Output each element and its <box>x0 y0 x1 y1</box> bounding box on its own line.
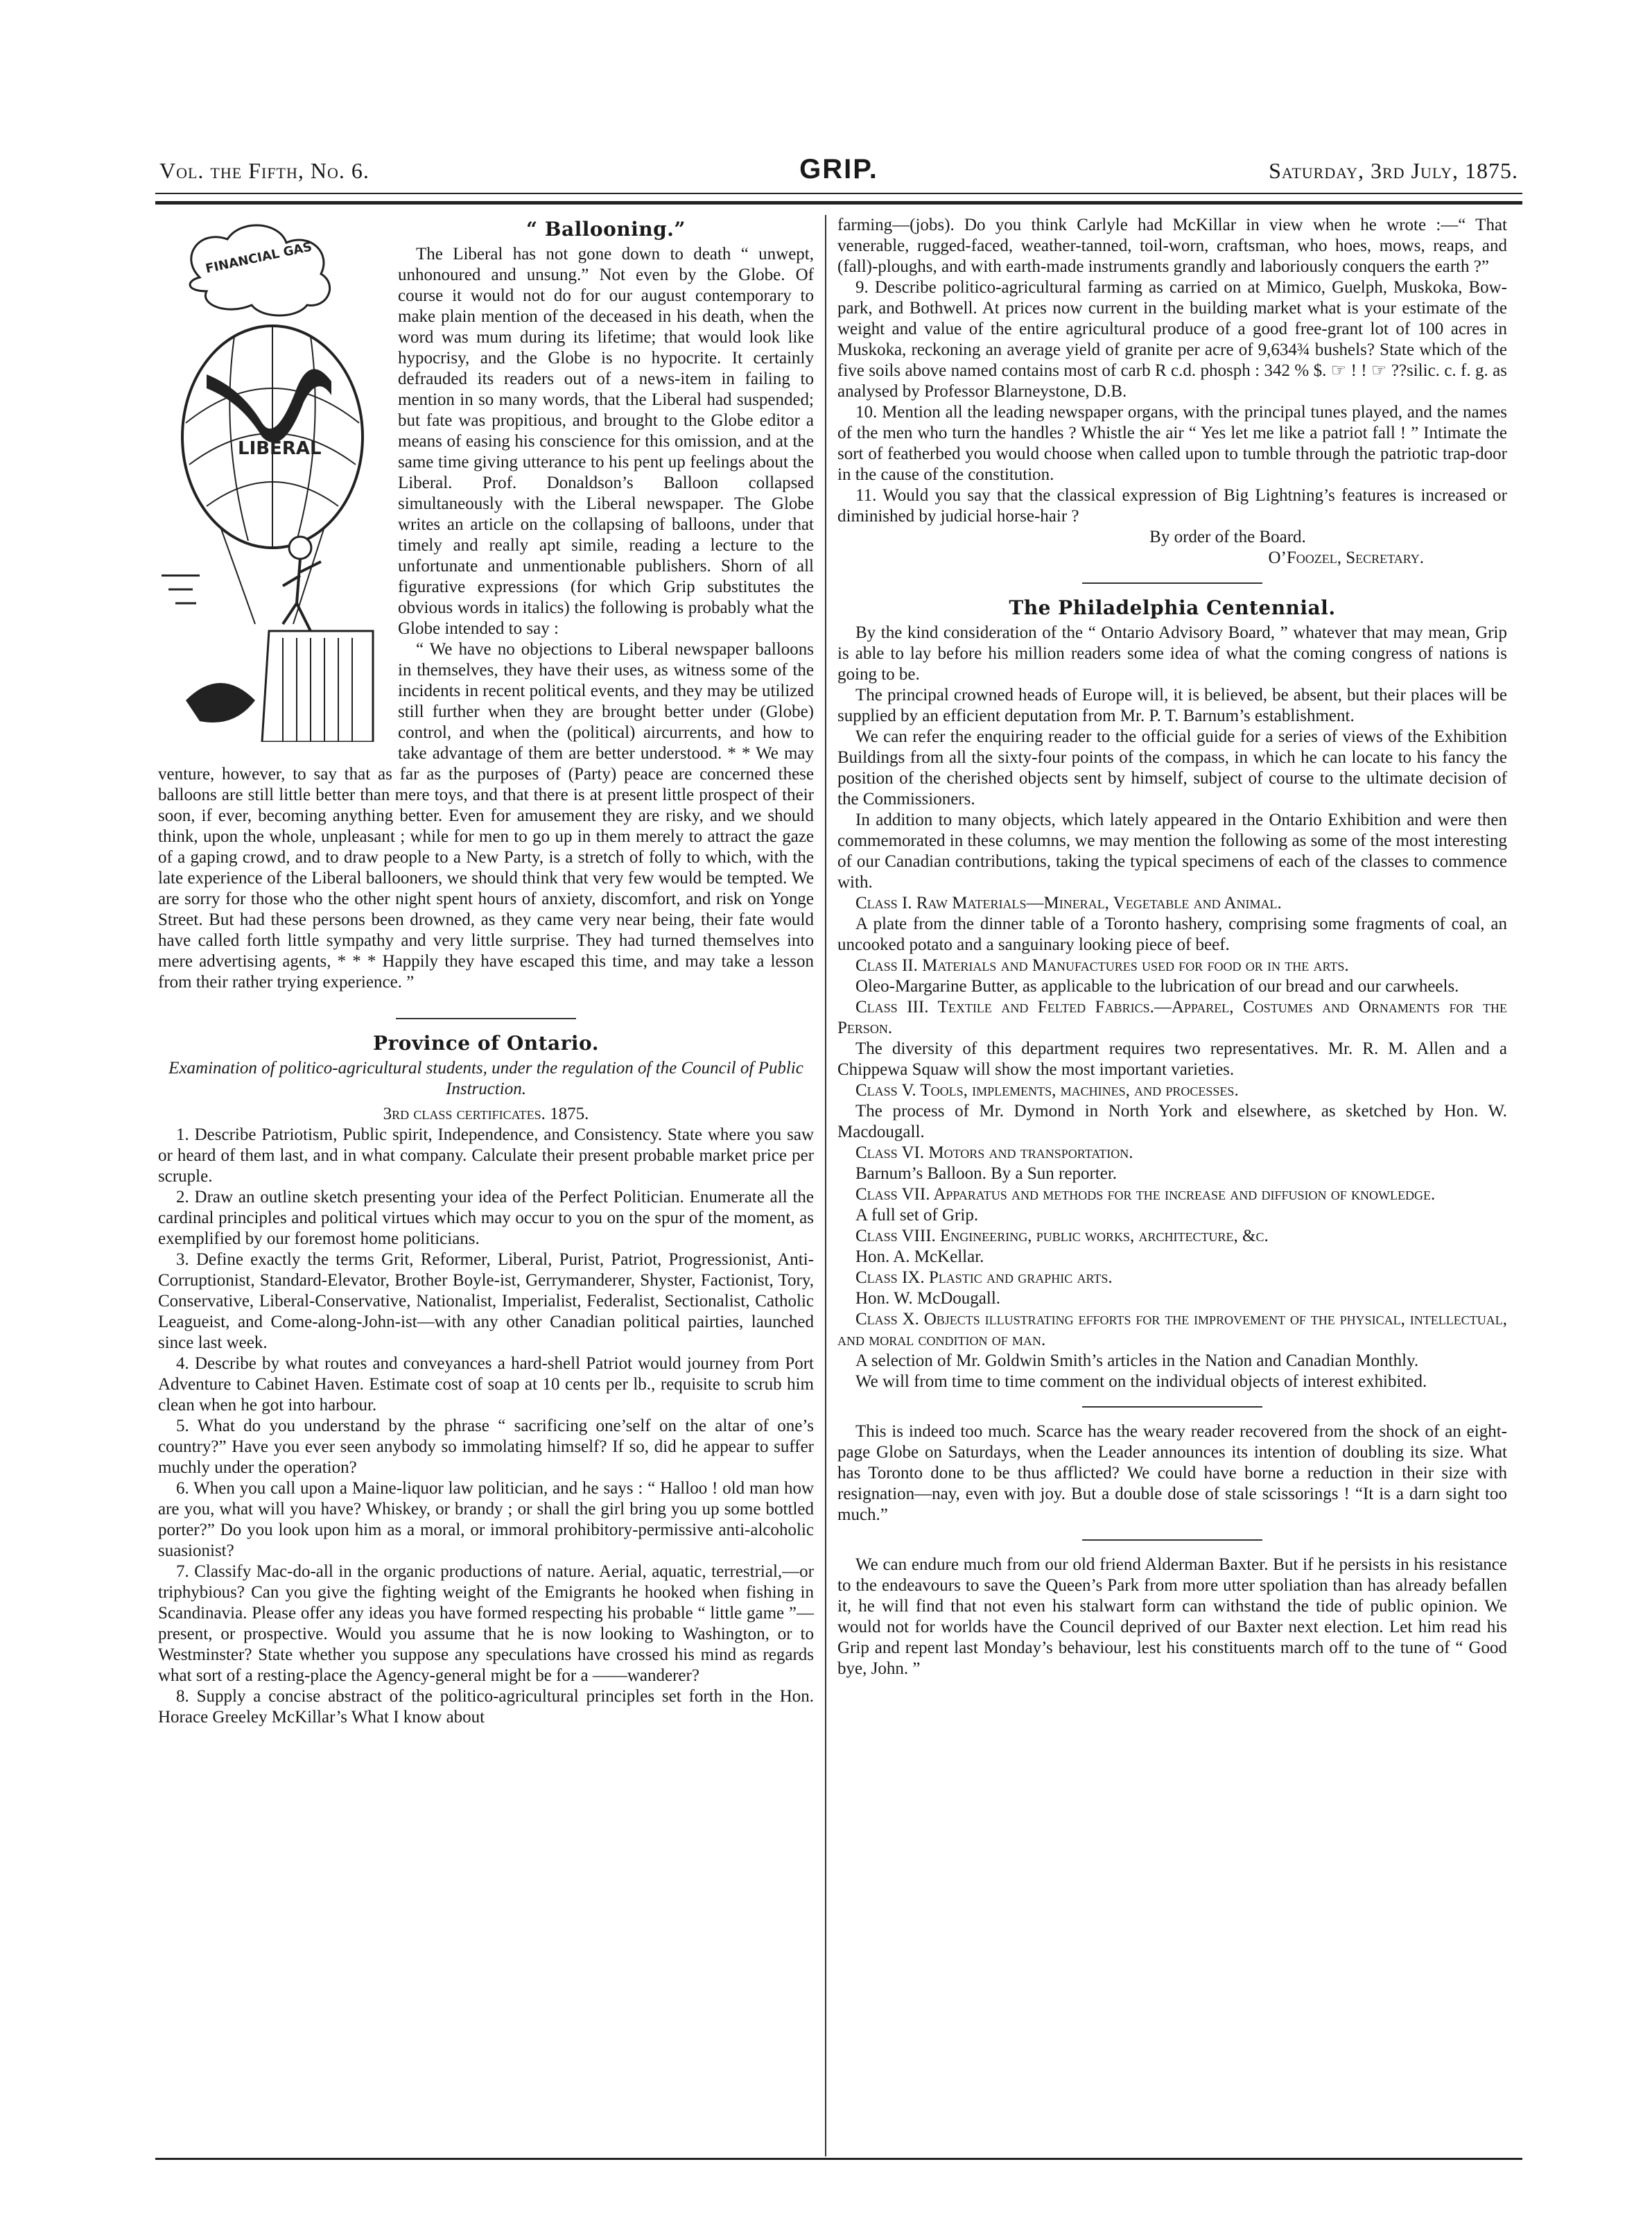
cloud-label: FINANCIAL GAS <box>204 239 313 277</box>
exam-question: 4. Describe by what routes and conveyances a hard-shell Patriot would journey from Port Adventure to Cabinet Haven. Estimate cost of soap at 10 cents per lb., requisite to scrub him clean when he got into harbour. <box>158 1354 814 1415</box>
centennial-paragraph: A full set of Grip. <box>855 1206 979 1225</box>
left-column <box>158 215 814 1728</box>
exam-question: 3. Define exactly the terms Grit, Reformer, Liberal, Purist, Patriot, Progressionist, Anti-Corruptionist, Standard-Elevator, Brother Boyle-ist, Gerrymanderer, Shyster, Factionist, Tory, Conservative, Liberal-Conservative, Nationalist, Imperialist, Federalist, Sectionalist, Catholic Leagueist, and Come-along-John-ist—with any other Canadian political pairties, launched since last week. <box>158 1250 814 1352</box>
section-divider <box>1082 582 1262 584</box>
centennial-paragraph: Oleo-Margarine Butter, as applicable to the lubrication of our bread and our carwheels. <box>855 977 1459 996</box>
exam-question: 10. Mention all the leading newspaper organs, with the principal tunes played, and the names of the men who turn the handles ? Whistle the air “ Yes let me like a patriot fall ! ” Intimate the sort of featherbed you would choose when called upon to tumble through the patriotic trap-door in the cause of the constitution. <box>837 403 1507 484</box>
class-heading: Class VI. Motors and transportation. <box>855 1143 1133 1162</box>
continued-paragraph: farming—(jobs). Do you think Carlyle had McKillar in view when he wrote :—“ That venerable, rugged-faced, weather-tanned, toil-worn, craftsman, who hoes, mows, reaps, and (fall)-ploughs, and with earth-made instruments grandly and laboriously conquers the earth ?” <box>837 216 1507 276</box>
class-heading: Class V. Tools, implements, machines, and processes. <box>855 1081 1239 1100</box>
globe-note: This is indeed too much. Scarce has the weary reader recovered from the shock of an eight-page Globe on Saturdays, when the Leader announces its intention of doubling its size. What has Toronto done to be thus afflicted? We could have borne a reduction in their size with resignation—nay, even with joy. But a double dose of stale scissorings ! “It is a darn sight too much.” <box>837 1422 1507 1524</box>
volume-number: Vol. the Fifth, No. 6. <box>159 158 369 183</box>
centennial-paragraph: In addition to many objects, which lately appeared in the Ontario Exhibition and were then commemorated in these columns, we may mention the following as some of the most interesting of our Canadian contributions, taking the typical specimens of each of the classes to commence with. <box>837 811 1507 892</box>
class-heading: Class II. Materials and Manufactures used for food or in the arts. <box>855 956 1349 975</box>
header-rule <box>155 193 1522 194</box>
centennial-paragraph: Hon. W. McDougall. <box>855 1289 1001 1308</box>
exam-question: 7. Classify Mac-do-all in the organic productions of nature. Aerial, aquatic, terrestrial,—or triphybious? Can you give the fighting weight of the Emigrants he hooked when fishing in Scandinavia. Please offer any ideas you have formed respecting his probable “ little game ”—present, or prospective. Would you assume that he is now looking to Washington, or to Westminster? State whether you suppose any speculations have crossed his mind as regards what sort of a resting-place the Agency-general might be for a ——wanderer? <box>158 1562 814 1685</box>
centennial-paragraph: We can refer the enquiring reader to the official guide for a series of views of the Exhibition Buildings from all the sixty-four points of the compass, in which he can locate to his fancy the position of the cherished objects sent by himself, subject of course to the ultimate decision of the Commissioners. <box>837 727 1507 808</box>
exam-question: 8. Supply a concise abstract of the politico-agricultural principles set forth in the Hon. Horace Greeley McKillar’s What I know about <box>158 1687 814 1727</box>
page-header <box>155 148 1522 190</box>
philadelphia-title: The Philadelphia Centennial. <box>1009 596 1336 619</box>
centennial-paragraph: Barnum’s Balloon. By a Sun reporter. <box>855 1164 1118 1183</box>
balloon-cartoon <box>158 215 387 742</box>
bush-icon <box>186 683 255 723</box>
aeronaut-figure <box>289 537 311 559</box>
exam-question: 5. What do you understand by the phrase “ sacrificing one’self on the altar of one’s country?” Have you ever seen anybody so immolating himself? If so, did he appear to suffer muchly under the operation? <box>158 1417 814 1477</box>
section-divider <box>1082 1406 1262 1408</box>
balloon-label: LIBERAL <box>238 438 322 459</box>
exam-question: 11. Would you say that the classical expression of Big Lightning’s features is increased or diminished by judicial horse-hair ? <box>837 486 1507 526</box>
centennial-paragraph: A selection of Mr. Goldwin Smith’s articles in the Nation and Canadian Monthly. <box>855 1351 1419 1370</box>
exam-question: 1. Describe Patriotism, Public spirit, Independence, and Consistency. State where you saw or heard of them last, and in what company. Calculate their present probable market price per scruple. <box>158 1125 814 1186</box>
section-divider <box>396 1018 576 1019</box>
ballooning-quote: “ We have no objections to Liberal newspaper balloons in themselves, they have their uses, as witness some of the incidents in recent political events, and they may be utilized still further when they are brought better under (Globe) control, and when the (political) aircurrents, and how to take advantage of them are better understood. * * We may venture, however, to say that as far as the purposes of (Party) peace are concerned these balloons are still little better than mere toys, and that there is at present little prospect of their soon, if ever, becoming anything better. Even for amusement they are risky, and we should think, upon the whole, unpleasant ; while for men to go up in them merely to attract the gaze of a gaping crowd, and to draw people to a New Party, is a stretch of folly to which, with the late experience of the Liberal ballooners, we should think that very few would be tempted. We are sorry for those who the other night spent hours of anxiety, discomfort, and risk on Yonge Street. But had these persons been drowned, as they came very near being, their fate would have called forth little sympathy and very little surprise. They had turned themselves into mere advertising agents, * * * Happily they have escaped this time, and may take a lesson from their rather trying experience. ” <box>158 640 814 992</box>
cliff-icon <box>262 631 373 742</box>
centennial-paragraph: The principal crowned heads of Europe will, it is believed, be absent, but their places will be supplied by an efficient deputation from Mr. P. T. Barnum’s establishment. <box>837 686 1507 725</box>
class-heading: Class X. Objects illustrating efforts for the improvement of the physical, intellectual, and moral condition of man. <box>837 1310 1507 1349</box>
class-heading: Class IX. Plastic and graphic arts. <box>855 1268 1113 1287</box>
ontario-subtitle: Examination of politico-agricultural students, under the regulation of the Council of Public Instruction. <box>168 1059 803 1098</box>
class-heading: Class III. Textile and Felted Fabrics.—Apparel, Costumes and Ornaments for the Person. <box>837 998 1507 1037</box>
class-heading: Class I. Raw Materials—Mineral, Vegetable and Animal. <box>855 894 1282 912</box>
right-column <box>837 215 1507 1679</box>
centennial-paragraph: Hon. A. McKellar. <box>855 1247 984 1266</box>
centennial-paragraph: By the kind consideration of the “ Ontario Advisory Board, ” whatever that may mean, Grip is able to lay before his million readers some idea of what the coming congress of nations is going to be. <box>837 623 1507 684</box>
signature: O’Foozel, Secretary. <box>1268 548 1424 567</box>
exam-question: 6. When you call upon a Maine-liquor law politician, and he says : “ Halloo ! old man how are you, what will you have? Whiskey, or brandy ; or shall the girl bring you up some bottled porter?” Do you look upon him as a moral, or immoral prohibitory-permissive anti-alcoholic suasionist? <box>158 1479 814 1560</box>
footer-rule <box>155 2158 1522 2160</box>
masthead-title: GRIP. <box>799 154 878 184</box>
centennial-paragraph: We will from time to time comment on the individual objects of interest exhibited. <box>855 1372 1427 1391</box>
class-heading: Class VIII. Engineering, public works, architecture, &c. <box>855 1227 1269 1245</box>
header-rule-thick <box>155 201 1522 205</box>
centennial-paragraph: The process of Mr. Dymond in North York and elsewhere, as sketched by Hon. W. Macdougall. <box>837 1102 1507 1141</box>
by-order-line: By order of the Board. <box>1149 528 1306 546</box>
ontario-title: Province of Ontario. <box>373 1032 599 1055</box>
centennial-paragraph: A plate from the dinner table of a Toronto hashery, comprising some fragments of coal, an uncooked potato and a sanguinary looking piece of beef. <box>837 915 1507 954</box>
class-heading: Class VII. Apparatus and methods for the increase and diffusion of knowledge. <box>855 1185 1436 1204</box>
ballooning-paragraph: The Liberal has not gone down to death “ unwept, unhonoured and unsung.” Not even by the Globe. Of course it would not do for our august contemporary to make plain mention of the deceased in his death, when the word was mum during its lifetime; that would look like hypocrisy, and the Globe is no hypocrite. It certainly defrauded its readers out of a news-item in failing to mention in so many words, that the Liberal had suspended; but fate was propitious, and brought to the Globe editor a means of easing his conscience for this omission, and at the same time giving utterance to his pent up feelings about the Liberal. Prof. Donaldson’s Balloon collapsed simultaneously with the Liberal newspaper. The Globe writes an article on the collapsing of balloons, under that timely and really apt simile, reading a lecture to the unfortunate and unmentionable publishers. Shorn of all figurative expressions (for which Grip substitutes the obvious words in italics) the following is probably what the Globe intended to say : <box>398 245 814 638</box>
baxter-note: We can endure much from our old friend Alderman Baxter. But if he persists in his resistance to the endeavours to save the Queen’s Park from more utter spoliation than has already befallen it, he will find that not even his stalwart form can withstand the tide of public opinion. We would not for worlds have the Council deprived of our Baxter next election. Let him read his Grip and repent last Monday’s behaviour, lest his constituents march off to the tune of “ Good bye, John. ” <box>837 1555 1507 1678</box>
exam-question: 2. Draw an outline sketch presenting your idea of the Perfect Politician. Enumerate all the cardinal principles and political virtues which may occur to you on the spur of the moment, as exemplified by our foremost home politicians. <box>158 1188 814 1248</box>
exam-question: 9. Describe politico-agricultural farming as carried on at Mimico, Guelph, Muskoka, Bow-park, and Bothwell. At prices now current in the building market what is your estimate of the weight and value of the entire agricultural produce of a good free-grant lot of 100 acres in Muskoka, reckoning an average yield of granite per acre of 9,634¾ bushels? State which of the five soils above named contains most of carb R c.d. phosph : 342 % $. ☞ ! ! ☞ ??silic. c. f. g. as analysed by Professor Blarneystone, D.B. <box>837 278 1507 401</box>
ballooning-title: “ Ballooning.” <box>525 218 686 241</box>
column-divider <box>825 215 826 2156</box>
section-divider <box>1082 1539 1262 1541</box>
certificates-heading: 3rd class certificates. 1875. <box>383 1105 589 1123</box>
issue-date: Saturday, 3rd July, 1875. <box>1269 158 1518 183</box>
centennial-paragraph: The diversity of this department requires two representatives. Mr. R. M. Allen and a Chippewa Squaw will show the most important varieties. <box>837 1039 1507 1079</box>
balloon-illustration <box>158 215 387 742</box>
